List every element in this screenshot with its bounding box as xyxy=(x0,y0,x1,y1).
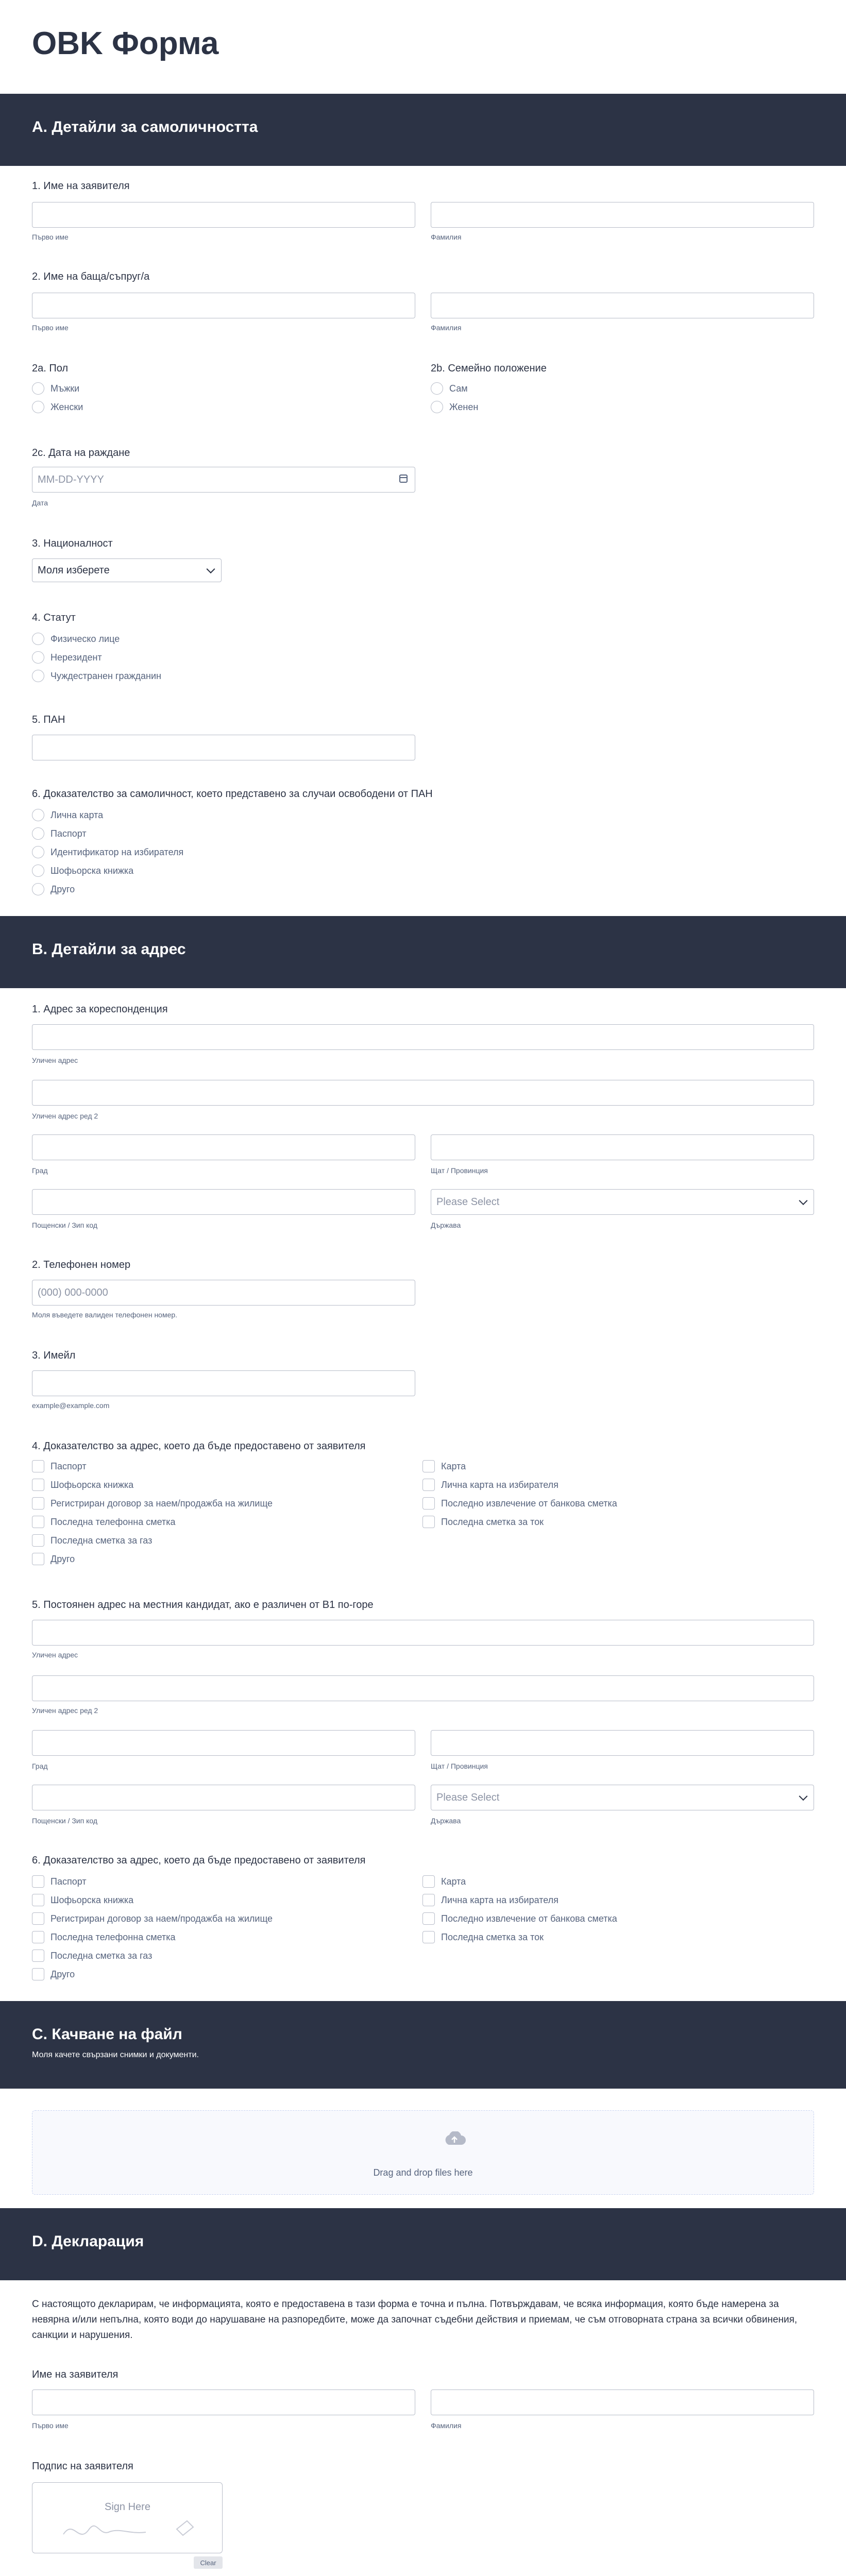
city-sublabel: Град xyxy=(32,1166,48,1175)
address-proof-option[interactable]: Паспорт xyxy=(32,1457,273,1476)
address-proof-option[interactable]: Шофьорска книжка xyxy=(32,1476,273,1494)
dropzone-text: Drag and drop files here xyxy=(373,2167,473,2178)
identity-proof-label: 6. Доказателство за самоличност, което представено за случаи освободени от ПАН xyxy=(32,788,433,800)
checkbox[interactable] xyxy=(422,1497,435,1510)
section-d-title: D. Декларация xyxy=(32,2233,144,2250)
permanent-address-proof-option[interactable]: Последна сметка за газ xyxy=(32,1946,273,1965)
chevron-down-icon xyxy=(799,1196,808,1205)
status-option-individual[interactable]: Физическо лице xyxy=(32,630,161,648)
signature-clear-button[interactable]: Clear xyxy=(194,2556,223,2569)
identity-option-other[interactable]: Друго xyxy=(32,880,183,899)
permanent-address-proof-option[interactable]: Лична карта на избирателя xyxy=(422,1891,617,1909)
radio-button[interactable] xyxy=(32,865,44,877)
gender-label: 2а. Пол xyxy=(32,363,69,374)
chevron-down-icon xyxy=(207,565,215,573)
radio-button[interactable] xyxy=(431,401,443,413)
permanent-address-proof-option[interactable]: Друго xyxy=(32,1965,273,1984)
status-options xyxy=(32,630,161,685)
email-label: 3. Имейл xyxy=(32,1350,76,1361)
permanent-country-select[interactable]: Please Select xyxy=(431,1785,814,1810)
checkbox[interactable] xyxy=(422,1894,435,1906)
section-b-header xyxy=(0,916,846,988)
checkbox[interactable] xyxy=(422,1516,435,1528)
phone-input[interactable]: (000) 000-0000 xyxy=(32,1280,415,1306)
radio-button[interactable] xyxy=(32,401,44,413)
marital-status-options xyxy=(431,379,478,416)
address-proof-option[interactable]: Лична карта на избирателя xyxy=(422,1476,617,1494)
address-proof-option[interactable]: Последна сметка за газ xyxy=(32,1531,273,1550)
declaration-first-name-sublabel: Първо име xyxy=(32,2421,69,2430)
permanent-zip-sublabel: Пощенски / Зип код xyxy=(32,1817,98,1825)
permanent-address-proof-option[interactable]: Регистриран договор за наем/продажба на жилище xyxy=(32,1909,273,1928)
birth-date-input[interactable]: MM-DD-YYYY xyxy=(32,467,415,493)
permanent-address-proof-option[interactable]: Карта xyxy=(422,1872,617,1891)
checkbox[interactable] xyxy=(32,1534,44,1547)
permanent-state-input[interactable] xyxy=(431,1730,814,1756)
phone-sublabel: Моля въведете валиден телефонен номер. xyxy=(32,1311,178,1319)
checkbox[interactable] xyxy=(32,1894,44,1906)
permanent-address-proof-option[interactable]: Последна сметка за ток xyxy=(422,1928,617,1946)
declaration-last-name-sublabel: Фамилия xyxy=(431,2421,462,2430)
zip-input[interactable] xyxy=(32,1189,415,1215)
radio-button[interactable] xyxy=(32,883,44,895)
checkbox[interactable] xyxy=(32,1931,44,1943)
father-name-label: 2. Име на баща/съпруг/а xyxy=(32,271,150,282)
radio-button[interactable] xyxy=(32,633,44,645)
address-proof-label: 4. Доказателство за адрес, което да бъде предоставено от заявителя xyxy=(32,1440,366,1452)
page-title: OBK Форма xyxy=(32,26,219,61)
state-sublabel: Щат / Провинция xyxy=(431,1166,488,1175)
street-address-line2-sublabel: Уличен адрес ред 2 xyxy=(32,1112,98,1120)
signature-hint-icon xyxy=(58,2514,208,2545)
checkbox[interactable] xyxy=(32,1875,44,1888)
checkbox[interactable] xyxy=(422,1479,435,1491)
checkbox[interactable] xyxy=(32,1968,44,1980)
identity-option-voter-id[interactable]: Идентификатор на избирателя xyxy=(32,843,183,861)
status-option-foreign-citizen[interactable]: Чуждестранен гражданин xyxy=(32,667,161,685)
status-label: 4. Статут xyxy=(32,612,76,623)
permanent-street-address-sublabel: Уличен адрес xyxy=(32,1651,78,1659)
nationality-select[interactable]: Моля изберете xyxy=(32,558,222,582)
country-select[interactable]: Please Select xyxy=(431,1189,814,1215)
cloud-upload-icon xyxy=(443,2131,466,2146)
radio-button[interactable] xyxy=(32,827,44,840)
identity-option-id-card[interactable]: Лична карта xyxy=(32,806,183,824)
signature-placeholder: Sign Here xyxy=(105,2501,150,2513)
checkbox[interactable] xyxy=(422,1460,435,1472)
checkbox[interactable] xyxy=(422,1931,435,1943)
status-option-nonresident[interactable]: Нерезидент xyxy=(32,648,161,667)
radio-button[interactable] xyxy=(32,651,44,664)
pan-input[interactable] xyxy=(32,735,415,760)
permanent-address-proof-option[interactable]: Последно извлечение от банкова сметка xyxy=(422,1909,617,1928)
gender-options xyxy=(32,379,83,416)
section-d-header xyxy=(0,2208,846,2280)
radio-button[interactable] xyxy=(32,846,44,858)
address-proof-options-right xyxy=(422,1457,617,1531)
declaration-name-label: Име на заявителя xyxy=(32,2369,119,2380)
pan-label: 5. ПАН xyxy=(32,714,65,725)
permanent-city-input[interactable] xyxy=(32,1730,415,1756)
gender-option-male[interactable]: Мъжки xyxy=(32,379,83,398)
marital-status-label: 2b. Семейно положение xyxy=(431,363,547,374)
permanent-city-sublabel: Град xyxy=(32,1762,48,1770)
father-first-name-sublabel: Първо име xyxy=(32,324,69,332)
calendar-icon[interactable] xyxy=(399,474,408,483)
applicant-first-name-input[interactable] xyxy=(32,202,415,228)
email-sublabel: example@example.com xyxy=(32,1401,110,1410)
marital-option-single[interactable]: Сам xyxy=(431,379,478,398)
file-dropzone[interactable] xyxy=(32,2110,814,2195)
permanent-street-address-line2-input[interactable] xyxy=(32,1675,814,1701)
address-proof-option[interactable]: Карта xyxy=(422,1457,617,1476)
section-a-title: А. Детайли за самоличността xyxy=(32,118,258,135)
address-proof-option[interactable]: Друго xyxy=(32,1550,273,1568)
checkbox[interactable] xyxy=(32,1479,44,1491)
checkbox[interactable] xyxy=(422,1912,435,1925)
phone-label: 2. Телефонен номер xyxy=(32,1259,131,1270)
permanent-state-sublabel: Щат / Провинция xyxy=(431,1762,488,1770)
identity-option-driving-license[interactable]: Шофьорска книжка xyxy=(32,861,183,880)
section-c-header xyxy=(0,2001,846,2089)
address-proof-option[interactable]: Последна телефонна сметка xyxy=(32,1513,273,1531)
checkbox[interactable] xyxy=(32,1460,44,1472)
permanent-street-address-line2-sublabel: Уличен адрес ред 2 xyxy=(32,1706,98,1715)
identity-proof-options xyxy=(32,806,183,899)
applicant-last-name-sublabel: Фамилия xyxy=(431,233,462,241)
section-c-subtitle: Моля качете свързани снимки и документи. xyxy=(32,2050,199,2059)
radio-button[interactable] xyxy=(32,382,44,395)
permanent-country-sublabel: Държава xyxy=(431,1817,461,1825)
nationality-label: 3. Националност xyxy=(32,538,113,549)
signature-pad[interactable] xyxy=(32,2482,223,2553)
permanent-address-proof-option[interactable]: Паспорт xyxy=(32,1872,273,1891)
permanent-address-proof-option[interactable]: Последна телефонна сметка xyxy=(32,1928,273,1946)
permanent-address-proof-options-right xyxy=(422,1872,617,1946)
country-sublabel: Държава xyxy=(431,1221,461,1229)
father-last-name-input[interactable] xyxy=(431,293,814,318)
checkbox[interactable] xyxy=(32,1912,44,1925)
email-input[interactable] xyxy=(32,1370,415,1396)
zip-sublabel: Пощенски / Зип код xyxy=(32,1221,98,1229)
permanent-address-proof-label: 6. Доказателство за адрес, което да бъде предоставено от заявителя xyxy=(32,1855,366,1866)
permanent-address-proof-option[interactable]: Шофьорска книжка xyxy=(32,1891,273,1909)
checkbox[interactable] xyxy=(32,1497,44,1510)
chevron-down-icon xyxy=(799,1792,808,1801)
street-address-sublabel: Уличен адрес xyxy=(32,1056,78,1064)
birth-date-sublabel: Дата xyxy=(32,499,48,507)
state-input[interactable] xyxy=(431,1134,814,1160)
city-input[interactable] xyxy=(32,1134,415,1160)
address-proof-option[interactable]: Последно извлечение от банкова сметка xyxy=(422,1494,617,1513)
permanent-address-label: 5. Постоянен адрес на местния кандидат, ако е различен от B1 по-горе xyxy=(32,1599,374,1611)
address-proof-options-left xyxy=(32,1457,273,1568)
checkbox[interactable] xyxy=(32,1950,44,1962)
radio-button[interactable] xyxy=(32,670,44,682)
applicant-first-name-sublabel: Първо име xyxy=(32,233,69,241)
declaration-last-name-input[interactable] xyxy=(431,2389,814,2415)
address-proof-option[interactable]: Последна сметка за ток xyxy=(422,1513,617,1531)
father-first-name-input[interactable] xyxy=(32,293,415,318)
radio-button[interactable] xyxy=(32,809,44,821)
marital-option-married[interactable]: Женен xyxy=(431,398,478,416)
address-proof-option[interactable]: Регистриран договор за наем/продажба на жилище xyxy=(32,1494,273,1513)
father-last-name-sublabel: Фамилия xyxy=(431,324,462,332)
declaration-text: С настоящото декларирам, че информацията, която е предоставена в тази форма е точна и пълна. Потвърждавам, че всяка информация, която бъде намерена за невярна и/или непълна, която води до нарушаване на разпоредбите, може да започнат съдебни действия и приемам, че съм отговорната страна за всички обвинения, санкции и нарушения. xyxy=(32,2299,798,2341)
gender-option-female[interactable]: Женски xyxy=(32,398,83,416)
birth-date-label: 2c. Дата на раждане xyxy=(32,447,130,459)
checkbox[interactable] xyxy=(32,1553,44,1565)
permanent-address-proof-options-left xyxy=(32,1872,273,1984)
street-address-input[interactable] xyxy=(32,1024,814,1050)
permanent-zip-input[interactable] xyxy=(32,1785,415,1810)
declaration-first-name-input[interactable] xyxy=(32,2389,415,2415)
permanent-street-address-input[interactable] xyxy=(32,1620,814,1646)
signature-label: Подпис на заявителя xyxy=(32,2461,133,2472)
correspondence-address-label: 1. Адрес за кореспонденция xyxy=(32,1004,168,1015)
checkbox[interactable] xyxy=(32,1516,44,1528)
radio-button[interactable] xyxy=(431,382,443,395)
section-a-header xyxy=(0,94,846,166)
street-address-line2-input[interactable] xyxy=(32,1080,814,1106)
checkbox[interactable] xyxy=(422,1875,435,1888)
applicant-name-label: 1. Име на заявителя xyxy=(32,180,130,192)
identity-option-passport[interactable]: Паспорт xyxy=(32,824,183,843)
section-c-title: C. Качване на файл xyxy=(32,2026,182,2043)
applicant-last-name-input[interactable] xyxy=(431,202,814,228)
section-b-title: B. Детайли за адрес xyxy=(32,941,186,958)
